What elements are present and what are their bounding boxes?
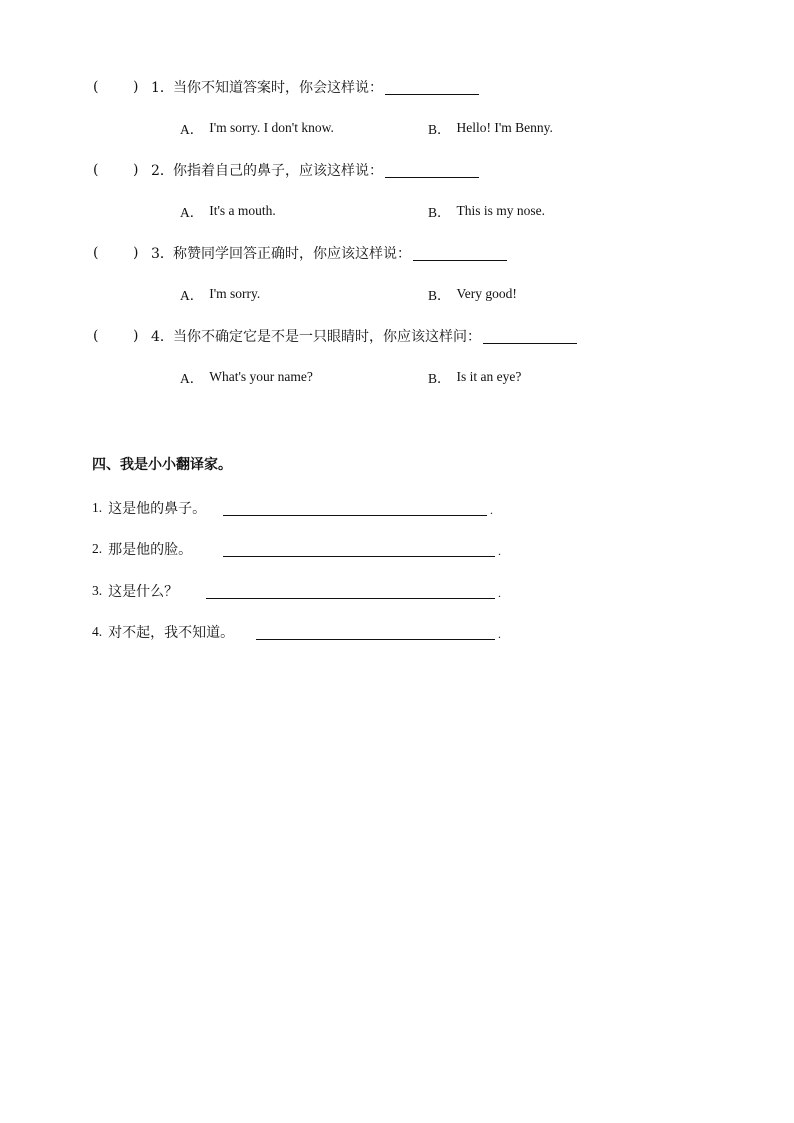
option-a [180, 118, 334, 138]
answer-blank[interactable] [385, 93, 479, 95]
line-end-dot: . [490, 503, 493, 517]
question-3 [93, 242, 507, 264]
option-b [428, 284, 517, 304]
answer-paren-open: ( [93, 328, 99, 344]
answer-line[interactable] [223, 514, 487, 516]
question-number: 4． [151, 329, 174, 345]
option-letter: A． [180, 205, 204, 220]
option-b [428, 201, 545, 221]
option-letter: A． [180, 122, 204, 137]
option-text: Is it an eye? [456, 369, 522, 384]
option-text: What's your name? [209, 369, 313, 384]
question-text: 称赞同学回答正确时，你应该这样说： [173, 246, 411, 262]
line-end-dot: . [498, 586, 501, 600]
translation-item-3 [92, 580, 178, 602]
option-text: I'm sorry. I don't know. [209, 120, 334, 135]
question-4 [93, 325, 577, 347]
question-1 [93, 76, 479, 98]
line-end-dot: . [498, 627, 501, 641]
item-text: 这是他的鼻子。 [108, 501, 207, 517]
translation-item-1 [92, 497, 206, 519]
answer-blank[interactable] [483, 342, 577, 344]
question-2 [93, 159, 479, 181]
answer-paren-open: ( [93, 245, 99, 261]
option-letter: B． [428, 288, 451, 303]
answer-paren-close: ) [133, 328, 139, 344]
option-letter: B． [428, 122, 451, 137]
option-text: This is my nose. [456, 203, 546, 218]
answer-paren-close: ) [133, 79, 139, 95]
option-letter: B． [428, 205, 451, 220]
question-text: 当你不确定它是不是一只眼睛时，你应该这样问： [173, 329, 481, 345]
option-letter: A． [180, 371, 204, 386]
question-number: 1． [151, 80, 174, 96]
item-text: 那是他的脸。 [108, 542, 193, 558]
option-b [428, 367, 521, 387]
answer-paren-close: ) [133, 245, 139, 261]
option-a [180, 284, 260, 304]
answer-blank[interactable] [413, 259, 507, 261]
question-number: 3． [151, 246, 174, 262]
item-number: 2. [92, 541, 103, 556]
answer-paren-close: ) [133, 162, 139, 178]
option-text: Very good! [456, 286, 517, 301]
option-b [428, 118, 553, 138]
translation-item-4 [92, 621, 234, 643]
answer-paren-open: ( [93, 162, 99, 178]
option-a [180, 367, 313, 387]
answer-line[interactable] [223, 555, 495, 557]
option-text: It's a mouth. [209, 203, 276, 218]
option-letter: B． [428, 371, 451, 386]
item-number: 3. [92, 583, 103, 598]
option-text: I'm sorry. [209, 286, 261, 301]
answer-paren-open: ( [93, 79, 99, 95]
question-number: 2． [151, 163, 174, 179]
question-text: 你指着自己的鼻子，应该这样说： [173, 163, 383, 179]
section-title: 四、我是小小翻译家。 [92, 457, 232, 473]
item-text: 对不起，我不知道。 [108, 625, 235, 641]
option-letter: A． [180, 288, 204, 303]
answer-line[interactable] [206, 597, 495, 599]
translation-item-2 [92, 538, 192, 560]
answer-blank[interactable] [385, 176, 479, 178]
item-text: 这是什么？ [108, 584, 179, 600]
option-text: Hello! I'm Benny. [456, 120, 553, 135]
line-end-dot: . [498, 544, 501, 558]
question-text: 当你不知道答案时，你会这样说： [173, 80, 383, 96]
answer-line[interactable] [256, 638, 495, 640]
item-number: 4. [92, 624, 103, 639]
item-number: 1. [92, 500, 103, 515]
option-a [180, 201, 276, 221]
